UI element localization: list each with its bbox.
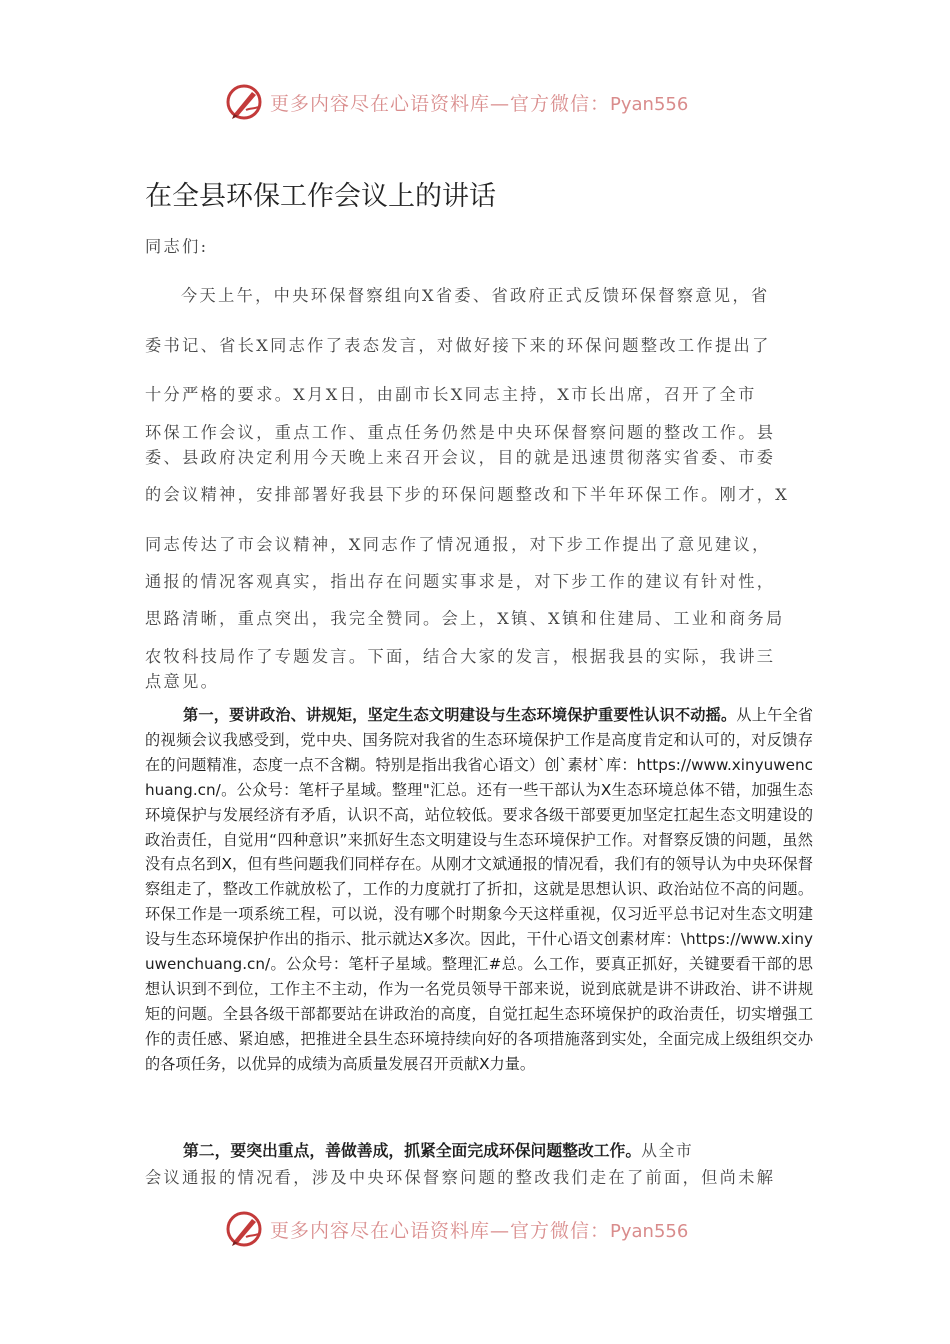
- pen-logo-icon: [222, 1207, 266, 1251]
- intro-line: 委、县政府决定利用今天晚上来召开会议，目的就是迅速贯彻落实省委、市委: [145, 448, 776, 467]
- section-1-body: 从上午全省的视频会议我感受到，党中央、国务院对我省的生态环境保护工作是高度肯定和认可的，对反馈存在的问题精准，态度一点不含糊。特别是指出我省心语文）创`素材`库：https://www.xinyuwenchuang.cn/。公众号：笔杆子星域。整理"汇总。还有一些干部认为X生态环境总体不错，加强生态环境保护与发展经济有矛盾，认识不高，站位较低。要求各级干部要更加坚定扛起生态文明建设的政治责任，自觉用“四种意识”来抓好生态文明建设与生态环境保护工作。对督察反馈的问题，虽然没有点名到X，但有些问题我们同样存在。从刚才文斌通报的情况看，我们有的领导认为中央环保督察组走了，整改工作就放松了，工作的力度就打了折扣，这就是思想认识、政治站位不高的问题。环保工作是一项系统工程，可以说，没有哪个时期象今天这样重视，仅习近平总书记对生态文明建设与生态环境保护作出的指示、批示就达X多次。因此，干什心语文创素材库：\https://www.xinyuwenchuang.cn/。公众号：笔杆子星域。整理汇#总。么工作，要真正抓好，关键要看干部的思想认识到不到位，工作主不主动，作为一名党员领导干部来说，说到底就是讲不讲政治、讲不讲规矩的问题。全县各级干部都要站在讲政治的高度，自觉扛起生态环境保护的政治责任，切实增强工作的责任感、紧迫感，把推进全县生态环境持续向好的各项措施落到实处，全面完成上级组织交办的各项任务，以优异的成绩为高质量发展召开贡献X力量。: [145, 706, 814, 1073]
- salutation: 同志们:: [145, 237, 209, 256]
- intro-line: 委书记、省长X同志作了表态发言，对做好接下来的环保问题整改工作提出了: [145, 336, 771, 355]
- section-1-paragraph: [145, 703, 813, 1077]
- section-2-heading: 第二，要突出重点，善做善成，抓紧全面完成环保问题整改工作。: [183, 1141, 642, 1160]
- intro-line: 环保工作会议，重点工作、重点任务仍然是中央环保督察问题的整改工作。县: [145, 423, 776, 442]
- section-2-line: 会议通报的情况看，涉及中央环保督察问题的整改我们走在了前面，但尚未解: [145, 1168, 776, 1187]
- intro-line: 十分严格的要求。X月X日，由副市长X同志主持，X市长出席，召开了全市: [145, 385, 757, 404]
- section-2-body: 从全市: [641, 1141, 694, 1160]
- wechat-id: Pyan556: [610, 1220, 689, 1242]
- intro-line: 点意见。: [145, 672, 220, 691]
- intro-line: 农牧科技局作了专题发言。下面，结合大家的发言，根据我县的实际，我讲三: [145, 647, 776, 666]
- footer-banner: [222, 1207, 742, 1251]
- section-1-heading: 第一，要讲政治、讲规矩，坚定生态文明建设与生态环境保护重要性认识不动摇。: [183, 706, 737, 724]
- banner-text: 更多内容尽在心语资料库—官方微信：Pyan556: [270, 92, 689, 115]
- intro-line: 同志传达了市会议精神，X同志作了情况通报，对下步工作提出了意见建议，: [145, 535, 771, 554]
- header-banner: [222, 80, 742, 124]
- wechat-id: Pyan556: [610, 93, 689, 115]
- intro-line: 的会议精神，安排部署好我县下步的环保问题整改和下半年环保工作。刚才，X: [145, 485, 790, 504]
- banner-text: 更多内容尽在心语资料库—官方微信：Pyan556: [270, 1219, 689, 1242]
- document-title: 在全县环保工作会议上的讲话: [145, 181, 496, 212]
- section-2-paragraph: [145, 1138, 813, 1161]
- intro-line: 思路清晰，重点突出，我完全赞同。会上，X镇、X镇和住建局、工业和商务局: [145, 609, 785, 628]
- intro-line: 通报的情况客观真实，指出存在问题实事求是，对下步工作的建议有针对性，: [145, 572, 776, 591]
- pen-logo-icon: [222, 80, 266, 124]
- intro-line: 今天上午，中央环保督察组向X省委、省政府正式反馈环保督察意见，省: [181, 286, 770, 305]
